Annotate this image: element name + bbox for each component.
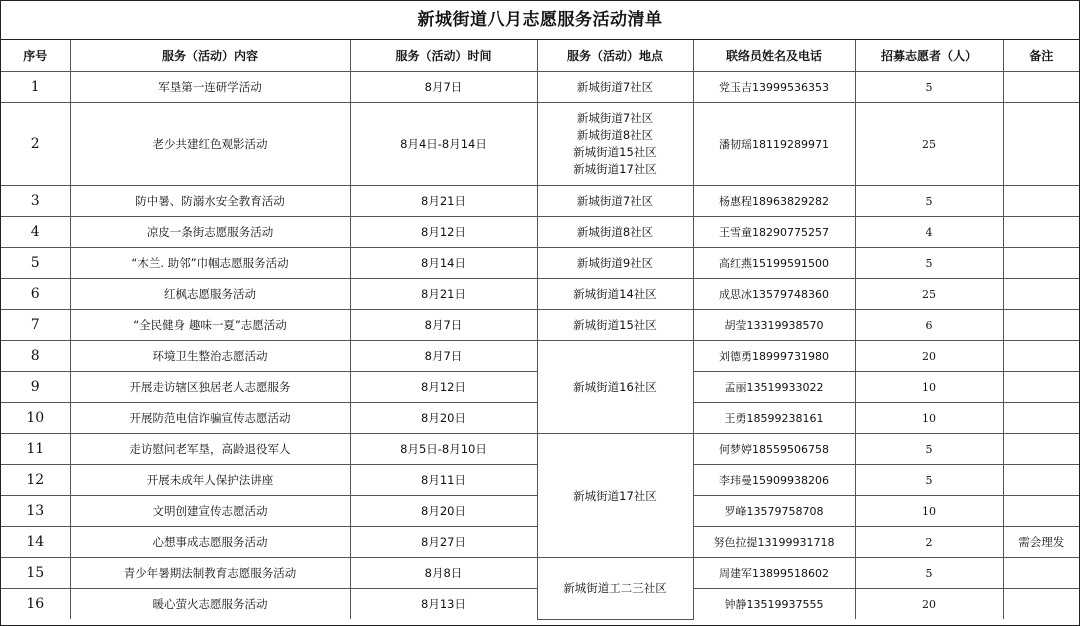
row-content: 开展防范电信诈骗宣传志愿活动 [70,403,350,434]
row-time: 8月21日 [350,186,537,217]
location-line: 新城街道15社区 [573,145,657,159]
row-content: “全民健身 趣味一夏”志愿活动 [70,310,350,341]
row-contact: 李玮曼15909938206 [693,465,855,496]
row-contact: 潘韧瑶18119289971 [693,103,855,186]
row-contact: 胡莹13319938570 [693,310,855,341]
row-content: 环境卫生整治志愿活动 [70,341,350,372]
location-line: 新城街道7社区 [576,111,654,125]
header-row [1,40,1079,72]
row-note [1003,310,1079,341]
row-note [1003,434,1079,465]
header-note: 备注 [1003,40,1079,72]
row-time: 8月5日-8月10日 [350,434,537,465]
row-content: 红枫志愿服务活动 [70,279,350,310]
row-contact: 周建军13899518602 [693,558,855,589]
row-volunteers: 6 [855,310,1003,341]
row-time: 8月12日 [350,217,537,248]
row-no: 14 [1,527,70,558]
row-contact: 王勇18599238161 [693,403,855,434]
row-content: 文明创建宣传志愿活动 [70,496,350,527]
row-no: 13 [1,496,70,527]
row-time: 8月13日 [350,589,537,620]
row-volunteers: 2 [855,527,1003,558]
row-no: 9 [1,372,70,403]
row-volunteers: 10 [855,372,1003,403]
row-location: 新城街道14社区 [537,279,693,310]
row-content: 心想事成志愿服务活动 [70,527,350,558]
row-volunteers: 5 [855,72,1003,103]
row-note [1003,341,1079,372]
row-note [1003,186,1079,217]
row-volunteers: 5 [855,248,1003,279]
table-row [1,72,1079,103]
row-time: 8月8日 [350,558,537,589]
table-row [1,248,1079,279]
row-time: 8月14日 [350,248,537,279]
row-content: 暖心萤火志愿服务活动 [70,589,350,620]
row-content: 青少年暑期法制教育志愿服务活动 [70,558,350,589]
row-time: 8月27日 [350,527,537,558]
row-volunteers: 5 [855,558,1003,589]
row-volunteers: 5 [855,465,1003,496]
row-no: 15 [1,558,70,589]
row-content: 军垦第一连研学活动 [70,72,350,103]
row-note [1003,72,1079,103]
row-content: 开展走访辖区独居老人志愿服务 [70,372,350,403]
row-time: 8月12日 [350,372,537,403]
row-contact: 何梦婷18559506758 [693,434,855,465]
row-volunteers: 10 [855,496,1003,527]
row-note [1003,589,1079,620]
row-note [1003,103,1079,186]
row-time: 8月7日 [350,341,537,372]
row-no: 16 [1,589,70,620]
row-location: 新城街道7社区 [537,72,693,103]
location-line: 新城街道17社区 [573,162,657,176]
row-time: 8月4日-8月14日 [350,103,537,186]
row-contact: 成思冰13579748360 [693,279,855,310]
row-volunteers: 25 [855,103,1003,186]
row-no: 5 [1,248,70,279]
header-volunteers: 招募志愿者（人） [855,40,1003,72]
row-contact: 努色拉提13199931718 [693,527,855,558]
header-no: 序号 [1,40,70,72]
row-contact: 王雪童18290775257 [693,217,855,248]
row-note: 需会理发 [1003,527,1079,558]
row-no: 11 [1,434,70,465]
row-location: 新城街道8社区 [537,217,693,248]
row-note [1003,496,1079,527]
header-location: 服务（活动）地点 [537,40,693,72]
row-time: 8月20日 [350,496,537,527]
row-contact: 高红燕15199591500 [693,248,855,279]
row-note [1003,558,1079,589]
row-note [1003,279,1079,310]
row-volunteers: 20 [855,341,1003,372]
row-note [1003,248,1079,279]
row-time: 8月11日 [350,465,537,496]
row-content: 老少共建红色观影活动 [70,103,350,186]
row-no: 3 [1,186,70,217]
header-time: 服务（活动）时间 [350,40,537,72]
merged-location-16: 新城街道16社区 [537,341,693,434]
table-row [1,103,1079,186]
row-no: 2 [1,103,70,186]
table-row [1,217,1079,248]
table-row [1,434,1079,465]
row-time: 8月20日 [350,403,537,434]
table-row [1,341,1079,372]
row-content: 开展未成年人保护法讲座 [70,465,350,496]
row-contact: 党玉吉13999536353 [693,72,855,103]
row-volunteers: 5 [855,186,1003,217]
row-time: 8月7日 [350,72,537,103]
row-content: “木兰. 助邻”巾帼志愿服务活动 [70,248,350,279]
row-location: 新城街道7社区 [537,186,693,217]
row-note [1003,372,1079,403]
row-contact: 杨惠程18963829282 [693,186,855,217]
row-volunteers: 10 [855,403,1003,434]
merged-location-17: 新城街道17社区 [537,434,693,558]
row-content: 走访慰问老军垦，高龄退役军人 [70,434,350,465]
merged-location-gong23: 新城街道工二三社区 [537,558,693,620]
row-contact: 刘德勇18999731980 [693,341,855,372]
row-time: 8月7日 [350,310,537,341]
row-volunteers: 20 [855,589,1003,620]
row-note [1003,217,1079,248]
row-time: 8月21日 [350,279,537,310]
row-volunteers: 25 [855,279,1003,310]
header-content: 服务（活动）内容 [70,40,350,72]
row-contact: 罗峰13579758708 [693,496,855,527]
table-row [1,558,1079,589]
row-no: 1 [1,72,70,103]
row-content: 防中暑、防溺水安全教育活动 [70,186,350,217]
row-no: 4 [1,217,70,248]
header-contact: 联络员姓名及电话 [693,40,855,72]
table-row [1,186,1079,217]
row-note [1003,465,1079,496]
row-no: 6 [1,279,70,310]
row-no: 10 [1,403,70,434]
row-no: 7 [1,310,70,341]
table-row [1,310,1079,341]
row-volunteers: 5 [855,434,1003,465]
table-row [1,279,1079,310]
activity-table [1,40,1079,620]
row-location: 新城街道9社区 [537,248,693,279]
row-location-multi [537,103,693,186]
row-volunteers: 4 [855,217,1003,248]
row-no: 8 [1,341,70,372]
location-line: 新城街道8社区 [576,128,654,142]
row-location: 新城街道15社区 [537,310,693,341]
row-note [1003,403,1079,434]
row-contact: 钟静13519937555 [693,589,855,620]
row-no: 12 [1,465,70,496]
row-content: 凉皮一条街志愿服务活动 [70,217,350,248]
row-contact: 孟丽13519933022 [693,372,855,403]
sheet-title: 新城街道八月志愿服务活动清单 [1,1,1079,40]
